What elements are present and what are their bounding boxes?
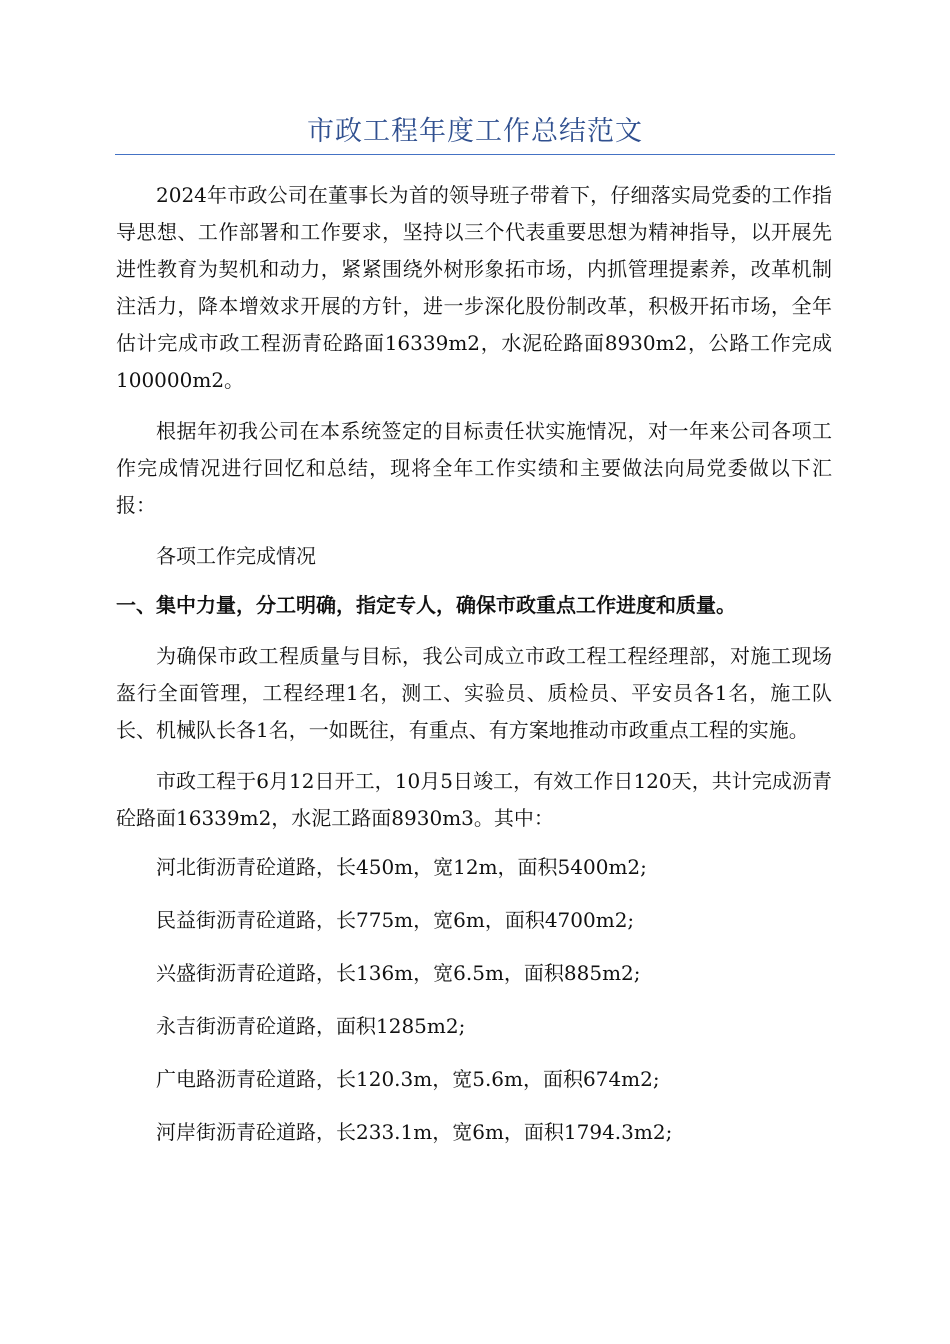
road-item: 河岸街沥青砼道路，长233.1m，宽6m，面积1794.3m2;	[156, 1120, 673, 1144]
report-paragraph: 根据年初我公司在本系统签定的目标责任状实施情况，对一年来公司各项工作完成情况进行回忆和总结，现将全年工作实绩和主要做法向局党委做以下汇报：	[116, 419, 832, 517]
section-heading: 一、集中力量，分工明确，指定专人，确保市政重点工作进度和质量。	[116, 593, 736, 617]
document-body	[116, 177, 832, 1167]
road-item: 民益街沥青砼道路，长775m，宽6m，面积4700m2;	[156, 908, 635, 932]
section-paragraph: 市政工程于6月12日开工，10月5日竣工，有效工作日120天，共计完成沥青砼路面16339m2，水泥工路面8930m3。其中：	[116, 769, 832, 830]
road-item: 永吉街沥青砼道路，面积1285m2;	[156, 1014, 466, 1038]
road-item: 河北街沥青砼道路，长450m，宽12m，面积5400m2;	[156, 855, 647, 879]
intro-paragraph: 2024年市政公司在董事长为首的领导班子带着下，仔细落实局党委的工作指导思想、工作部署和工作要求，坚持以三个代表重要思想为精神指导，以开展先进性教育为契机和动力，紧紧围绕外树形象拓市场，内抓管理提素养，改革机制注活力，降本增效求开展的方针，进一步深化股份制改革，积极开拓市场，全年估计完成市政工程沥青砼路面16339m2，水泥砼路面8930m2，公路工作完成100000m2。	[116, 183, 832, 392]
title-underline	[115, 154, 835, 155]
section-paragraph: 为确保市政工程质量与目标，我公司成立市政工程工程经理部，对施工现场盔行全面管理，工程经理1名，测工、实验员、质检员、平安员各1名，施工队长、机械队长各1名，一如既往，有重点、有方案地推动市政重点工程的实施。	[116, 644, 832, 742]
subtitle-paragraph: 各项工作完成情况	[156, 544, 316, 568]
road-item: 兴盛街沥青砼道路，长136m，宽6.5m，面积885m2;	[156, 961, 641, 985]
document-title: 市政工程年度工作总结范文	[307, 116, 643, 147]
road-item: 广电路沥青砼道路，长120.3m，宽5.6m，面积674m2;	[156, 1067, 660, 1091]
